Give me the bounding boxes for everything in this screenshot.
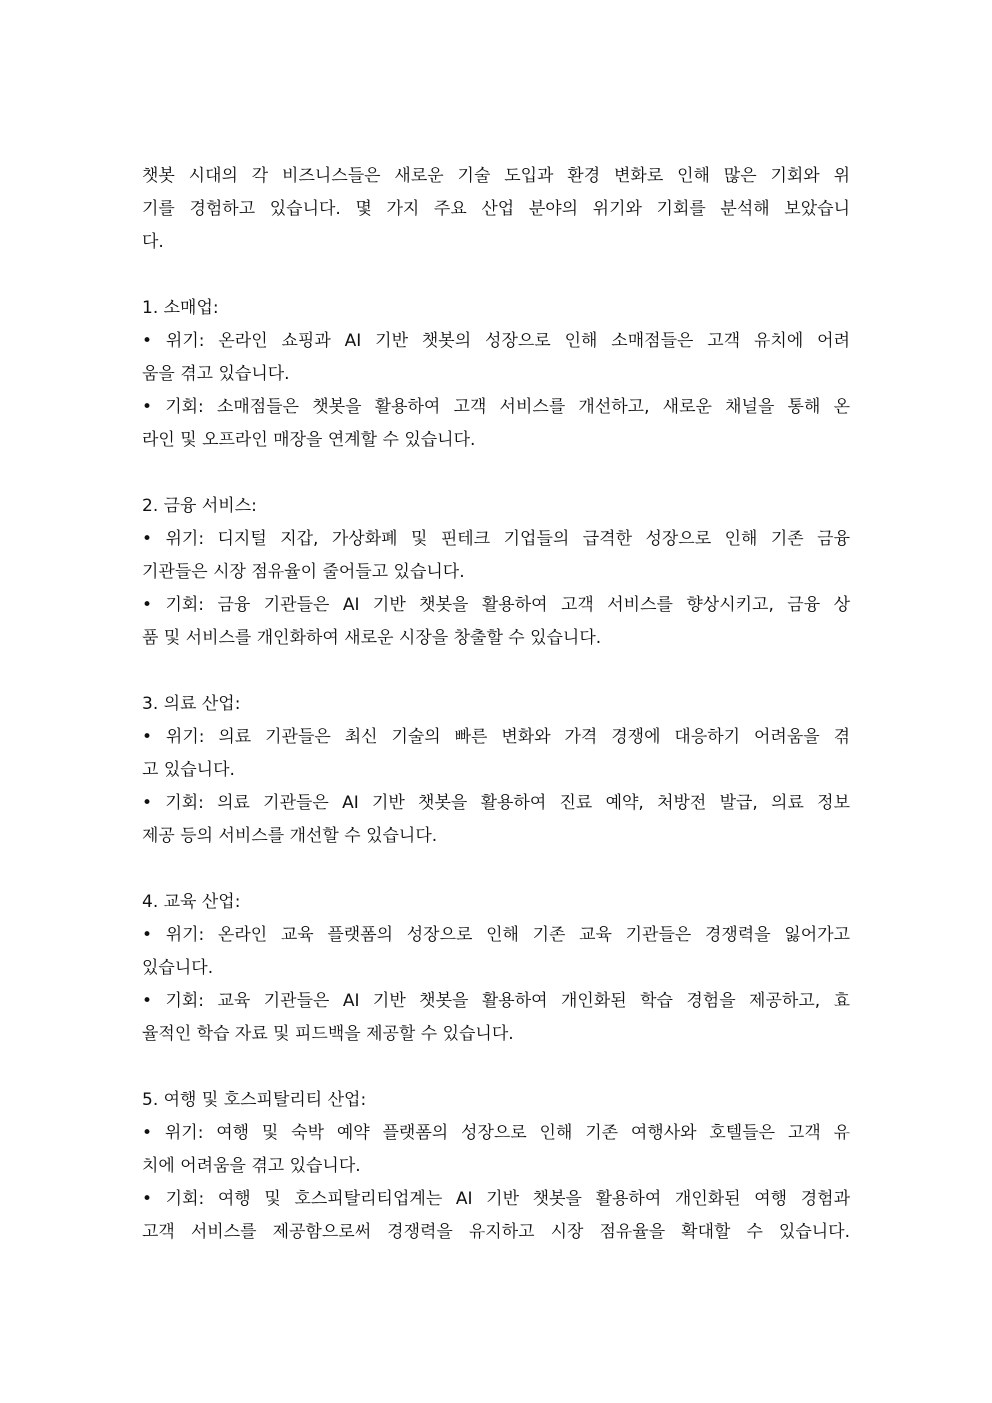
spacer bbox=[142, 457, 850, 490]
crisis-line: • 위기: 여행 및 숙박 예약 플랫폼의 성장으로 인해 기존 여행사와 호텔들은 고객 유 bbox=[142, 1123, 850, 1143]
opportunity-line: 품 및 서비스를 개인화하여 새로운 시장을 창출할 수 있습니다. bbox=[142, 628, 602, 648]
section-medical bbox=[142, 688, 850, 853]
intro-line: 다. bbox=[142, 232, 164, 252]
opportunity-line: • 기회: 소매점들은 챗봇을 활용하여 고객 서비스를 개선하고, 새로운 채널을 통해 온 bbox=[142, 397, 850, 417]
section-heading: 1. 소매업: bbox=[142, 298, 219, 318]
crisis-line: 치에 어려움을 겪고 있습니다. bbox=[142, 1156, 361, 1176]
crisis-line: 있습니다. bbox=[142, 958, 214, 978]
opportunity-line: 라인 및 오프라인 매장을 연계할 수 있습니다. bbox=[142, 430, 476, 450]
opportunity-line: 고객 서비스를 제공함으로써 경쟁력을 유지하고 시장 점유율을 확대할 수 있습니다. bbox=[142, 1222, 850, 1242]
spacer bbox=[142, 259, 850, 292]
intro-paragraph bbox=[142, 160, 850, 259]
section-heading: 3. 의료 산업: bbox=[142, 694, 241, 714]
section-heading: 4. 교육 산업: bbox=[142, 892, 241, 912]
crisis-line: • 위기: 디지털 지갑, 가상화폐 및 핀테크 기업들의 급격한 성장으로 인해 기존 금융 bbox=[142, 529, 850, 549]
section-education bbox=[142, 886, 850, 1051]
crisis-line: 고 있습니다. bbox=[142, 760, 235, 780]
opportunity-line: 율적인 학습 자료 및 피드백을 제공할 수 있습니다. bbox=[142, 1024, 514, 1044]
crisis-line: • 위기: 온라인 교육 플랫폼의 성장으로 인해 기존 교육 기관들은 경쟁력을 잃어가고 bbox=[142, 925, 850, 945]
crisis-line: • 위기: 온라인 쇼핑과 AI 기반 챗봇의 성장으로 인해 소매점들은 고객 유치에 어려 bbox=[142, 331, 850, 351]
opportunity-line: • 기회: 의료 기관들은 AI 기반 챗봇을 활용하여 진료 예약, 처방전 발급, 의료 정보 bbox=[142, 793, 850, 813]
crisis-line: 기관들은 시장 점유율이 줄어들고 있습니다. bbox=[142, 562, 465, 582]
intro-line: 챗봇 시대의 각 비즈니스들은 새로운 기술 도입과 환경 변화로 인해 많은 기회와 위 bbox=[142, 166, 850, 186]
spacer bbox=[142, 655, 850, 688]
document-page bbox=[142, 160, 850, 1249]
section-finance bbox=[142, 490, 850, 655]
section-heading: 5. 여행 및 호스피탈리티 산업: bbox=[142, 1090, 367, 1110]
opportunity-line: • 기회: 여행 및 호스피탈리티업계는 AI 기반 챗봇을 활용하여 개인화된 여행 경험과 bbox=[142, 1189, 850, 1209]
opportunity-line: • 기회: 교육 기관들은 AI 기반 챗봇을 활용하여 개인화된 학습 경험을 제공하고, 효 bbox=[142, 991, 850, 1011]
crisis-line: • 위기: 의료 기관들은 최신 기술의 빠른 변화와 가격 경쟁에 대응하기 어려움을 겪 bbox=[142, 727, 850, 747]
section-retail bbox=[142, 292, 850, 457]
spacer bbox=[142, 1051, 850, 1084]
section-travel-hospitality bbox=[142, 1084, 850, 1249]
section-heading: 2. 금융 서비스: bbox=[142, 496, 257, 516]
crisis-line: 움을 겪고 있습니다. bbox=[142, 364, 290, 384]
opportunity-line: • 기회: 금융 기관들은 AI 기반 챗봇을 활용하여 고객 서비스를 향상시키고, 금융 상 bbox=[142, 595, 850, 615]
opportunity-line: 제공 등의 서비스를 개선할 수 있습니다. bbox=[142, 826, 438, 846]
spacer bbox=[142, 853, 850, 886]
intro-line: 기를 경험하고 있습니다. 몇 가지 주요 산업 분야의 위기와 기회를 분석해 보았습니 bbox=[142, 199, 850, 219]
